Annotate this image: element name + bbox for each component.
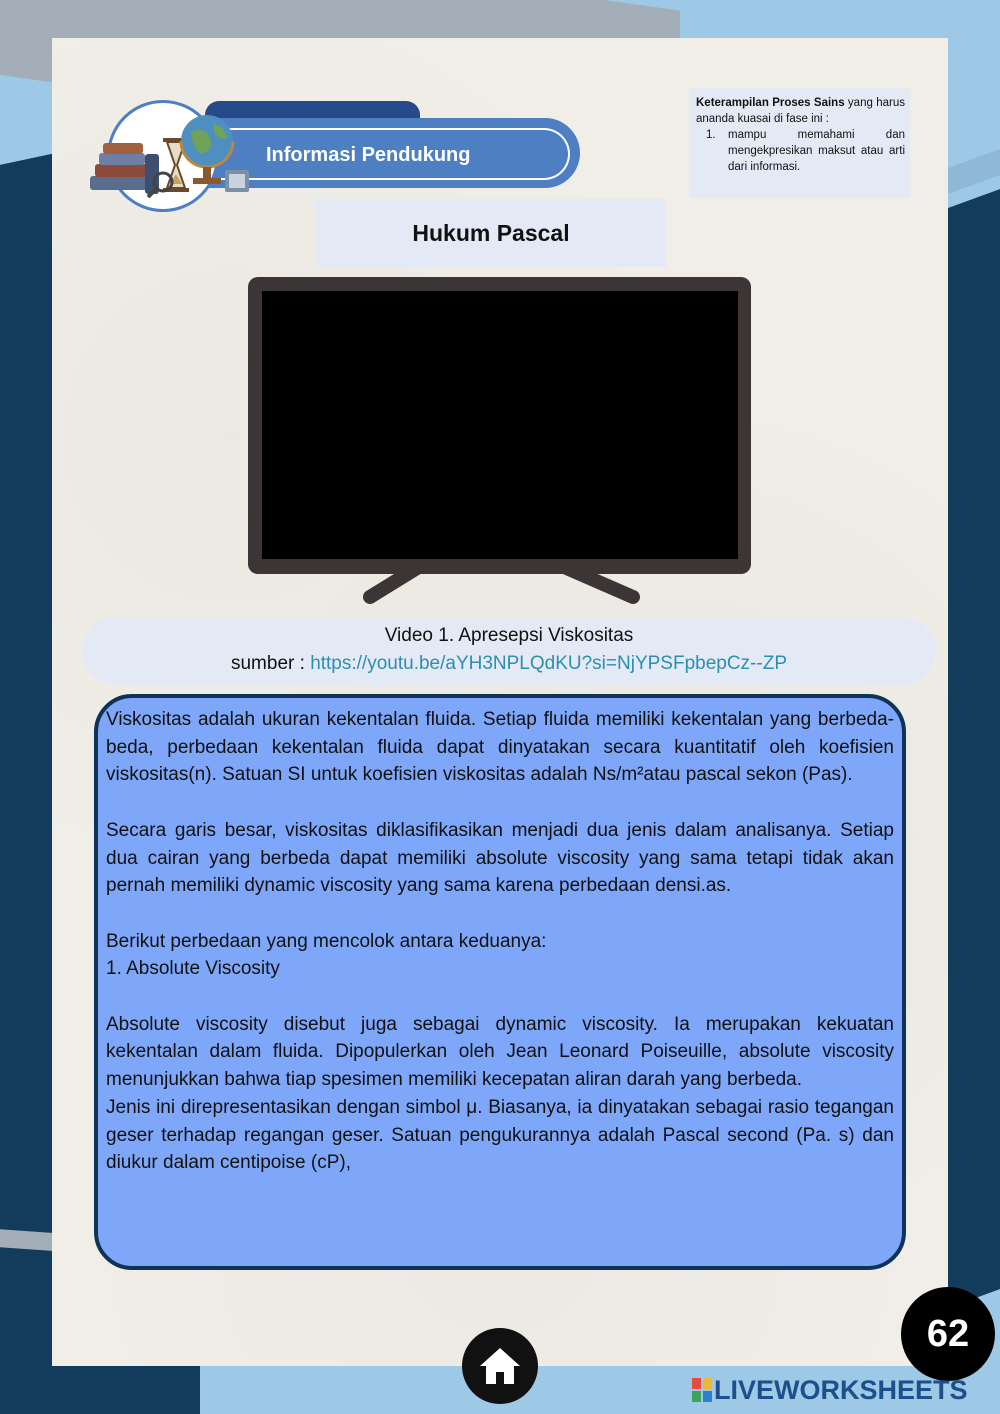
video-source-line bbox=[82, 650, 936, 678]
skills-intro bbox=[696, 95, 905, 127]
books-globe-icon bbox=[85, 96, 255, 216]
skills-heading-rest: yang harus ananda kuasai di fase ini : bbox=[696, 97, 905, 125]
skills-item bbox=[696, 127, 905, 175]
content-box bbox=[94, 694, 906, 1270]
skills-box bbox=[690, 88, 910, 198]
video-source-link[interactable]: https://youtu.be/aYH3NPLQdKU?si=NjYPSFpbepCz--ZP bbox=[310, 653, 787, 674]
liveworksheets-wordmark: LIVEWORKSHEETS bbox=[714, 1374, 968, 1405]
content-list-item: 1. Absolute Viscosity bbox=[106, 958, 280, 980]
video-screen bbox=[262, 291, 738, 559]
liveworksheets-icon bbox=[692, 1378, 712, 1402]
skills-item-text: mampu memahami dan mengekpresikan maksut atau arti dari informasi. bbox=[728, 129, 905, 173]
content-paragraph: Absolute viscosity disebut juga sebagai dynamic viscosity. Ia merupakan kekuatan kekentalan dalam fluida. Dipopulerkan oleh Jean Leonard Poiseuille, absolute viscosity menunjukkan bahwa tiap spesimen memiliki kecepatan aliran darah yang berbeda. bbox=[106, 1013, 894, 1091]
home-button[interactable] bbox=[462, 1328, 538, 1404]
content-paragraph: Viskositas adalah ukuran kekentalan fluida. Setiap fluida memiliki kekentalan yang berbeda-beda, perbedaan kekentalan fluida dapat dinyatakan secara kuantitatif oleh koefisien viskositas(n). Satuan SI untuk koefisien viskositas adalah Ns/m²atau pascal sekon (Pas). bbox=[106, 709, 894, 786]
banner-title: Informasi Pendukung bbox=[266, 144, 471, 166]
content-paragraph: Secara garis besar, viskositas diklasifikasikan menjadi dua jenis dalam analisanya. Setiap dua cairan yang berbeda dapat memiliki absolute viscosity yang sama tetapi tidak akan pernah memiliki dynamic viscosity yang sama karena perbedaan densi.as. bbox=[106, 819, 894, 897]
skills-heading: Keterampilan Proses Sains bbox=[696, 97, 845, 109]
skills-item-number: 1. bbox=[706, 129, 716, 141]
page-number: 62 bbox=[901, 1287, 995, 1381]
video-caption-box bbox=[82, 617, 936, 685]
content-paragraph: Jenis ini direpresentasikan dengan simbol μ. Biasanya, ia dinyatakan sebagai rasio tegangan geser terhadap regangan geser. Satuan pengukurannya adalah Pascal second (Pa. s) dan diukur dalam centipoise (cP), bbox=[106, 1096, 894, 1174]
video-source-label: sumber : bbox=[230, 653, 311, 674]
liveworksheets-logo bbox=[692, 1374, 968, 1406]
content-paragraph: Berikut perbedaan yang mencolok antara keduanya: bbox=[106, 930, 547, 952]
video-caption: Video 1. Apresepsi Viskositas bbox=[384, 625, 634, 646]
home-icon bbox=[476, 1342, 524, 1390]
page-title: Hukum Pascal bbox=[316, 199, 666, 267]
video-player[interactable] bbox=[245, 275, 755, 610]
